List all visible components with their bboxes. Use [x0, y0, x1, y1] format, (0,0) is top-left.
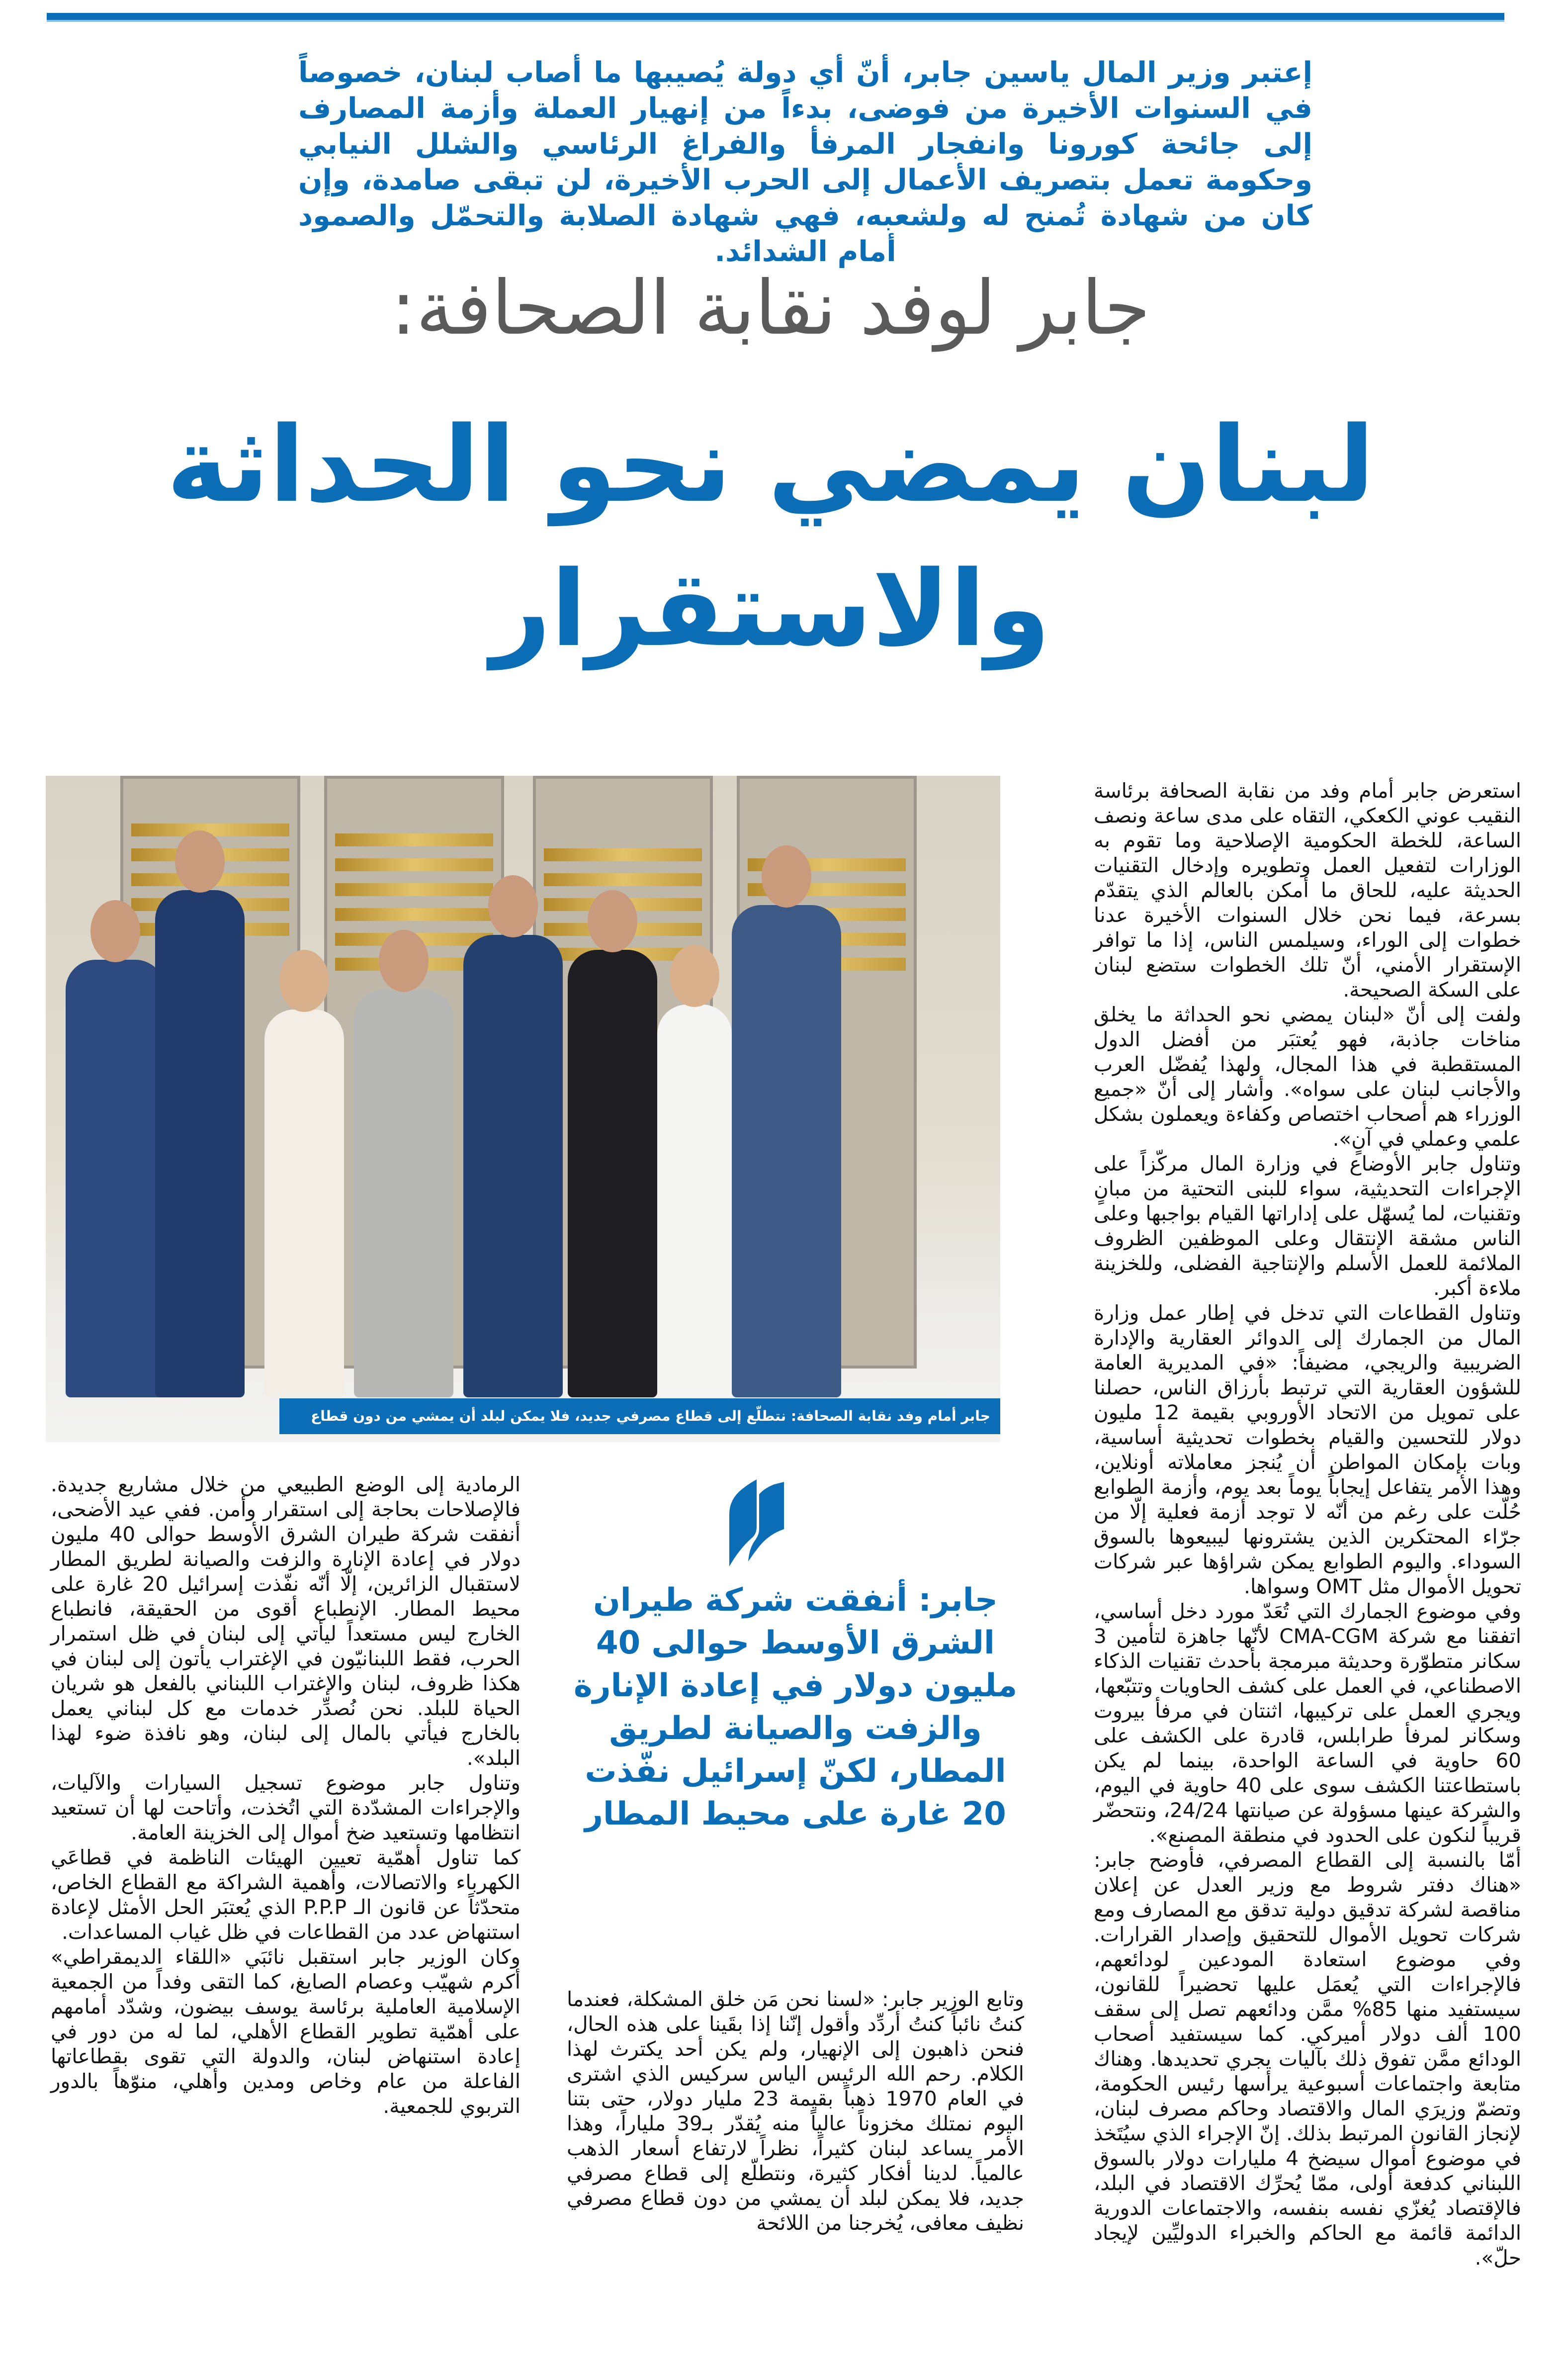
plaque: [335, 833, 493, 846]
pull-quote: جابر: أنفقت شركة طيران الشرق الأوسط حوالى 40 مليون دولار في إعادة الإنارة والزفت والصيانة لطريق المطار، لكنّ إسرائيل نفّذت 20 غارة على محيط المطار: [573, 1582, 1018, 1832]
quote-mark-icon: [729, 1479, 784, 1566]
paragraph: وتناول القطاعات التي تدخل في إطار عمل وزارة المال من الجمارك إلى الدوائر العقارية والإدارة الضريبية والريجي، مضيفاً: «في المديرية العامة للشؤون العقارية التي ترتبط بأرزاق الناس، حصلنا على تمويل من الاتحاد الأوروبي بقيمة 12 مليون دولار للتحسين والقيام بخطوات تحديثية أساسية، وبات بإمكان المواطن أن يُنجز معاملاته أونلاين، وهذا الأمر يتفاعل إيجاباً يوماً بعد يوم، وأزمة الطوابع حُلّت على رغم من أنّه لا توجد أزمة فعلية إلّا من جرّاء المحتكرين الذين يشترونها ليبيعوها بالسوق السوداء. واليوم الطوابع يمكن شراؤها عبر شركات تحويل الأموال مثل OMT وسواها.: [1094, 1301, 1521, 1598]
group-photo: [46, 776, 1000, 1460]
person: [354, 990, 453, 1397]
top-rule: [47, 13, 1504, 22]
paragraph: وفي موضوع الجمارك التي تُعَدّ مورد دخل أساسي، اتفقنا مع شركة CMA-CGM لأنّها جاهزة لتأمين 3 سكانر متطوّرة وحديثة مبرمجة بأحدث تقنيات الذكاء الاصطناعي، في العمل على كشف الحاويات وتتبّعها، ويجري العمل على تركيبها، اثنتان في مرفأ بيروت وسكانر لمرفأ طرابلس، قادرة على الكشف على 60 حاوية في الساعة الواحدة، بينما لم يكن باستطاعتنا الكشف سوى على 40 حاوية في اليوم، والشركة عينها مسؤولة عن صيانتها 24/24، ونتحضّر قريباً لنكون على الحدود في منطقة المصنع».: [1094, 1599, 1522, 1847]
plaque: [335, 858, 493, 871]
paragraph: الرمادية إلى الوضع الطبيعي من خلال مشاريع جديدة. فالإصلاحات بحاجة إلى استقرار وأمن. ففي عيد الأضحى، أنفقت شركة طيران الشرق الأوسط حوالى 40 مليون دولار في إعادة الإنارة والزفت والصيانة لطريق المطار لاستقبال الزائرين، إلّا أنّه نفّذت إسرائيل 20 غارة على محيط المطار. الإنطباع أقوى من الحقيقة، فانطباع الخارج ليس مستعداً ليأتي إلى لبنان في ظل استمرار الحرب، فقط اللبنانيّون في الإغتراب يأتون إلى لبنان في هكذا ظروف، لبنان والإغتراب اللبناني بالفعل هو شريان الحياة للبلد. نحن نُصدِّر خدمات مع كل لبناني يعمل بالخارج فيأتي بالمال إلى لبنان، وهو نافذة ضوء لهذا البلد».: [51, 1472, 521, 1770]
person: [732, 905, 841, 1397]
paragraph: وتناول جابر الأوضاع في وزارة المال مركّزاً على الإجراءات التحديثية، سواء للبنى التحتية من مبانٍ وتقنيات، لما يُسهّل على إداراتها القيام بواجبها وعلى الناس مشقة الإنتقال وعلى الموظفين الظروف الملائمة للعمل الأسلم والإنتاجية الفضلى، وللخزينة ملاءة أكبر.: [1094, 1152, 1521, 1300]
article-column-middle: [567, 1987, 1024, 2235]
kicker-headline: جابر لوفد نقابة الصحافة:: [391, 265, 1150, 352]
person: [66, 960, 165, 1397]
photo-caption: جابر أمام وفد نقابة الصحافة: نتطلّع إلى قطاع مصرفي جديد، فلا يمكن لبلد أن يمشي من دون قطاع مصرفي نظيف معافى: [279, 1398, 1000, 1434]
paragraph: استعرض جابر أمام وفد من نقابة الصحافة برئاسة النقيب عوني الكعكي، التقاه على مدى ساعة ونصف الساعة، للخطة الحكومية الإصلاحية وما تقوم به الوزارات لتفعيل العمل وتطويره وإدخال التقنيات الحديثة عليه، للحاق ما أمكن بالعالم الذي يتقدّم بسرعة، فيما نحن خلال السنوات الأخيرة عدنا خطوات إلى الوراء، وسيلمس الناس، إذا ما توافر الإستقرار الأمني، أنّ تلك الخطوات ستضع لبنان على السكة الصحيحة.: [1094, 779, 1521, 1002]
person: [155, 890, 245, 1397]
person: [264, 1009, 344, 1397]
main-headline: لبنان يمضي نحو الحداثة والاستقرار: [166, 404, 1375, 670]
paragraph: وكان الوزير جابر استقبل نائبَي «اللقاء الديمقراطي» أكرم شهيّب وعصام الصايغ، كما التقى وفداً من الجمعية الإسلامية العاملية برئاسة يوسف بيضون، وشدّد أمامهم على أهمّية تطوير القطاع الأهلي، لما له من دور في إعادة استنهاض لبنان، والدولة التي تقوى بقطاعاتها الفاعلة من عام وخاص ومدين وأهلي، منوّهاً بالدور التربوي للجمعية.: [51, 1945, 521, 2118]
plaque: [544, 848, 702, 861]
person: [568, 950, 657, 1397]
plaque: [335, 908, 493, 921]
article-column-left: [51, 1472, 521, 2118]
paragraph: أمّا بالنسبة إلى القطاع المصرفي، فأوضح جابر: «هناك دفتر شروط مع وزير العدل عن إعلان مناقصة لشركة تدقيق دولية تدقق مع المصارف ومع شركات تحويل الأموال للتحقيق وإصدار القرارات. وفي موضوع استعادة المودعين لودائعهم، فالإجراءات التي يُعمَل عليها تحضيراً للقانون، سيستفيد منها 85% ممَّن ودائعهم تصل إلى سقف 100 ألف دولار أميركي. كما سيستفيد أصحاب الودائع ممَّن تفوق ذلك بآليات يجري تحديدها. وهناك متابعة واجتماعات أسبوعية يرأسها رئيس الحكومة، وتضمّ وزيرَي المال والاقتصاد وحاكم مصرف لبنان، لإنجاز القانون المرتبط بذلك. إنّ الإجراء الذي سيُتَخذ في موضوع أموال سيضخ 4 مليارات دولار بالسوق اللبناني كدفعة أولى، ممّا يُحرِّك الاقتصاد في البلد، فالإقتصاد يُغزّي نفسه بنفسه، والاجتماعات الدورية الدائمة قائمة مع الحاكم والخبراء الدوليِّين لإيجاد حلّ».: [1094, 1848, 1522, 2270]
paragraph: كما تناول أهمّية تعيين الهيئات الناظمة في قطاعَي الكهرباء والاتصالات، وأهمية الشراكة مع القطاع الخاص، متحدّثاً عن قانون الـ P.P.P الذي يُعتبَر الحل الأمثل لإعادة استنهاض عدد من القطاعات في ظل غياب المساعدات.: [51, 1845, 521, 1944]
paragraph: وتناول جابر موضوع تسجيل السيارات والآليات، والإجراءات المشدّدة التي اتُخذت، وأتاحت لها أن تستعيد انتظامها وتستعيد ضخ أموال إلى الخزينة العامة.: [51, 1771, 521, 1844]
person: [463, 935, 563, 1397]
paragraph: ولفت إلى أنّ «لبنان يمضي نحو الحداثة ما يخلق مناخات جاذبة، فهو يُعتبَر من أفضل الدول المستقطبة في هذا المجال، ولهذا يُفضّل العرب والأجانب لبنان على سواه». وأشار إلى أنّ «جميع الوزراء هم أصحاب اختصاص وكفاءة ويعملون بشكل علمي وعملي في آنٍ».: [1094, 1003, 1521, 1151]
plaque: [544, 873, 702, 886]
intro-summary: إعتبر وزير المال ياسين جابر، أنّ أي دولة يُصيبها ما أصاب لبنان، خصوصاً في السنوات الأخيرة من فوضى، بدءاً من إنهيار العملة وأزمة المصارف إلى جائحة كورونا وانفجار المرفأ والفراغ الرئاسي والشلل النيابي وحكومة تعمل بتصريف الأعمال إلى الحرب الأخيرة، لن تبقى صامدة، وإن كان من شهادة تُمنح له ولشعبه، فهي شهادة الصلابة والتحمّل والصمود أمام الشدائد.: [298, 56, 1312, 268]
person: [657, 1005, 732, 1397]
paragraph: وتابع الوزير جابر: «لسنا نحن مَن خلق المشكلة، فعندما كنتُ نائباً كنتُ أردِّد وأقول إنّنا إذا بقَينا على هذه الحال، فنحن ذاهبون إلى الإنهيار، ولم يكن أحد يكترث لهذا الكلام. رحم الله الرئيس الياس سركيس الذي اشترى في العام 1970 ذهباً بقيمة 23 مليار دولار، حتى بتنا اليوم نمتلك مخزوناً عالياً منه يُقدّر بـ39 ملياراً، وهذا الأمر يساعد لبنان كثيراً، نظراً لارتفاع أسعار الذهب عالمياً. لدينا أفكار كثيرة، ونتطلّع إلى قطاع مصرفي جديد، فلا يمكن لبلد أن يمشي من دون قطاع مصرفي نظيف معافى، يُخرجنا من اللائحة: [567, 1987, 1024, 2235]
article-column-right: [1094, 778, 1521, 2270]
plaque: [335, 883, 493, 896]
